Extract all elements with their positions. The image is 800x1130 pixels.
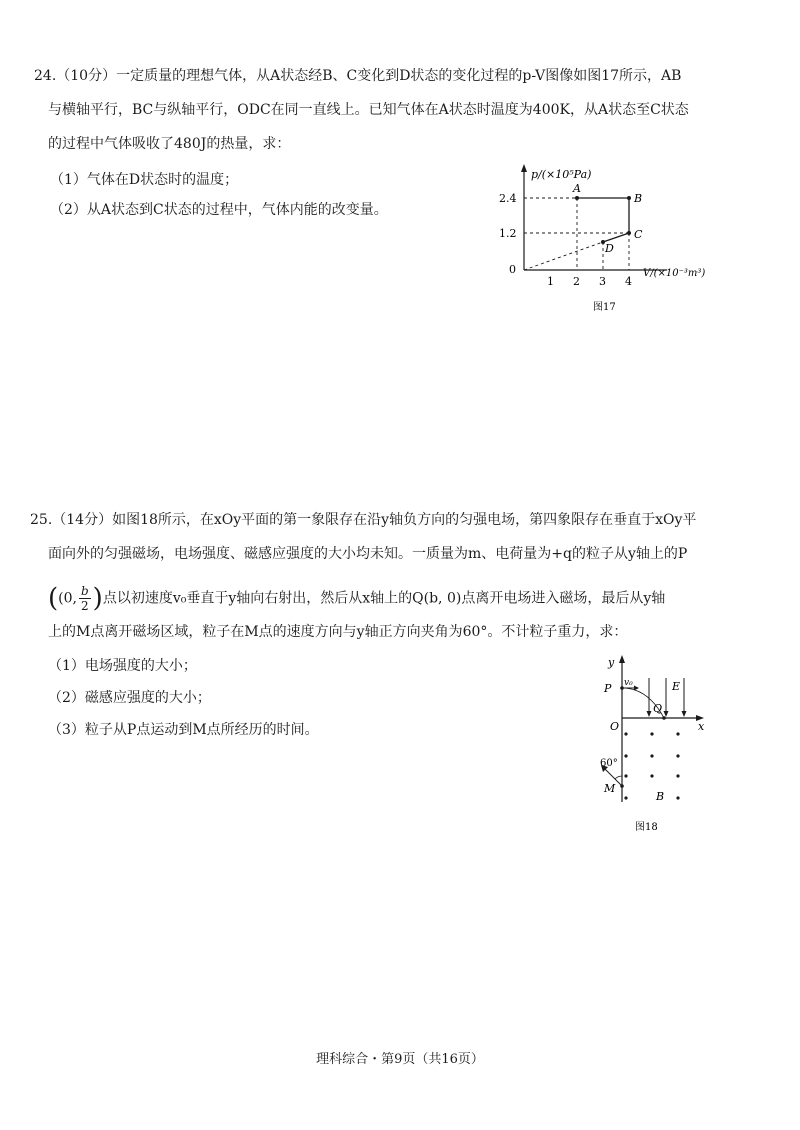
y-axis-arrow — [521, 164, 527, 172]
label-p: P — [604, 682, 612, 695]
e-field-arrowhead — [647, 711, 652, 717]
q25-subquestion-3: （3）粒子从P点运动到M点所经历的时间。 — [48, 722, 319, 738]
q24-line-2: 与横轴平行，BC与纵轴平行，ODC在同一直线上。已知气体在A状态时温度为400K，从A状态至C状态 — [48, 102, 689, 118]
e-field-arrowhead — [664, 711, 669, 717]
open-paren: ( — [48, 583, 59, 614]
b-field-dot — [676, 774, 679, 777]
line-od — [524, 242, 603, 270]
label-b: B — [656, 790, 665, 803]
figure-17-pv-diagram — [495, 160, 715, 320]
q24-subquestion-1: （1）气体在D状态时的温度； — [50, 172, 239, 188]
p-coord-prefix: (0, — [58, 590, 77, 607]
y-axis-label: y — [608, 656, 615, 669]
origin-label: O — [610, 720, 620, 733]
label-b: B — [634, 192, 643, 205]
b-field-dot — [676, 754, 679, 757]
x-axis-label: x — [698, 720, 705, 733]
label-q: Q — [653, 702, 663, 715]
close-paren: ) — [92, 583, 103, 614]
label-e: E — [672, 680, 681, 693]
b-field-dot — [676, 732, 679, 735]
q25-line-3 — [48, 584, 665, 613]
label-angle: 60° — [600, 758, 618, 769]
fraction-denominator: 2 — [81, 599, 89, 613]
y-axis-arrow — [619, 655, 625, 663]
figure-17-caption: 图17 — [593, 302, 616, 313]
q24-line-1: 24.（10分）一定质量的理想气体，从A状态经B、C变化到D状态的变化过程的p-V图像如图17所示，AB — [34, 68, 682, 84]
b-field-dot — [650, 732, 653, 735]
e-field-arrowhead — [682, 711, 687, 717]
q25-line-2: 面向外的匀强磁场，电场强度、磁感应强度的大小均未知。一质量为m、电荷量为+q的粒子从y轴上的P — [48, 546, 688, 562]
q24-subquestion-2: （2）从A状态到C状态的过程中，气体内能的改变量。 — [50, 202, 388, 218]
x-tick-1: 1 — [547, 275, 554, 288]
figure-18-caption: 图18 — [635, 822, 658, 833]
y-tick-1.2: 1.2 — [499, 227, 517, 240]
q24-line-3: 的过程中气体吸收了480J的热量，求： — [48, 136, 291, 152]
label-m: M — [604, 782, 616, 795]
point-c — [627, 231, 631, 235]
b-field-dot — [650, 754, 653, 757]
label-v0: v₀ — [624, 678, 633, 688]
y-axis-label: p/(×10⁵Pa) — [531, 168, 592, 181]
label-c: C — [634, 228, 643, 241]
fraction-numerator: b — [80, 584, 89, 598]
point-a — [575, 196, 579, 200]
figure-18-field-diagram — [590, 652, 720, 837]
x-axis-label: V/(×10⁻³m³) — [643, 268, 706, 279]
x-tick-3: 3 — [599, 275, 606, 288]
b-field-dot — [624, 732, 627, 735]
q25-subquestion-1: （1）电场强度的大小； — [48, 658, 197, 674]
b-field-dot — [624, 796, 627, 799]
angle-arc — [615, 776, 622, 779]
b-field-dot — [650, 774, 653, 777]
y-tick-2.4: 2.4 — [499, 192, 517, 205]
q25-line-1: 25.（14分）如图18所示，在xOy平面的第一象限存在沿y轴负方向的匀强电场，第四象限存在垂直于xOy平 — [30, 512, 697, 528]
q25-subquestion-2: （2）磁感应强度的大小； — [48, 690, 211, 706]
label-a: A — [573, 182, 581, 195]
b-field-dot — [624, 774, 627, 777]
x-tick-4: 4 — [625, 275, 632, 288]
q25-line-3-rest: 点以初速度v₀垂直于y轴向右射出，然后从x轴上的Q(b, 0)点离开电场进入磁场，最后从y轴 — [102, 590, 666, 607]
label-d: D — [605, 242, 614, 255]
point-q — [662, 716, 666, 720]
x-tick-2: 2 — [573, 275, 580, 288]
b-field-dot — [676, 796, 679, 799]
line-dc — [603, 233, 629, 242]
page-footer: 理科综合・第9页（共16页） — [316, 1052, 484, 1067]
b-field-dot — [624, 754, 627, 757]
fraction-b-over-2 — [79, 584, 91, 613]
q25-line-4: 上的M点离开磁场区域，粒子在M点的速度方向与y轴正方向夹角为60°。不计粒子重力，求： — [48, 624, 628, 640]
origin-label: 0 — [509, 263, 516, 276]
point-b — [627, 196, 631, 200]
